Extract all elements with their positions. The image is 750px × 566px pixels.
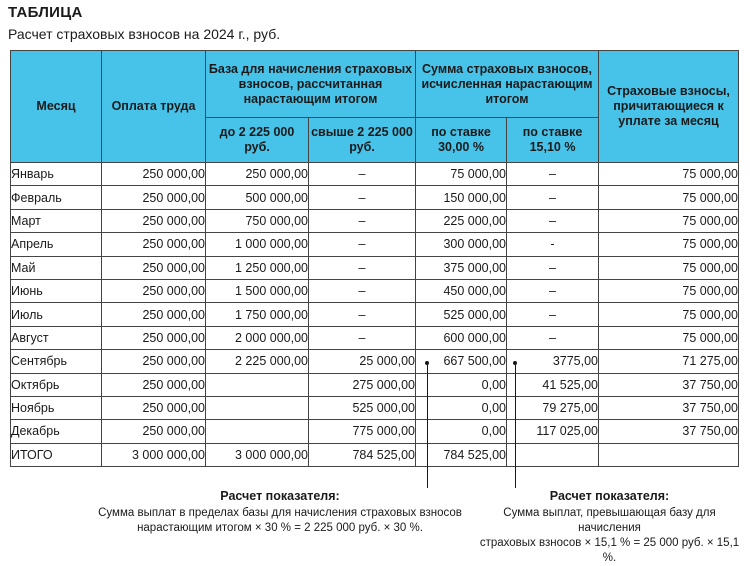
header-month: Месяц — [11, 51, 102, 163]
table-body — [11, 163, 739, 467]
cell-month: Декабрь — [11, 420, 102, 443]
cell-rate-15: – — [507, 279, 599, 302]
cell-rate-15: – — [507, 303, 599, 326]
cell-month: Сентябрь — [11, 350, 102, 373]
cell-rate-15: – — [507, 326, 599, 349]
pointer-line-rate15 — [515, 363, 516, 488]
cell-rate-15 — [507, 443, 599, 466]
cell-rate-30: 75 000,00 — [416, 163, 507, 186]
cell-base-upto — [206, 396, 309, 419]
table-row — [11, 396, 739, 419]
note-left — [95, 489, 465, 536]
cell-month: Октябрь — [11, 373, 102, 396]
cell-rate-15: – — [507, 186, 599, 209]
cell-base-over: 525 000,00 — [309, 396, 416, 419]
cell-wages: 250 000,00 — [102, 303, 206, 326]
cell-monthly-payable: 75 000,00 — [599, 326, 739, 349]
cell-wages: 250 000,00 — [102, 186, 206, 209]
cell-rate-30: 0,00 — [416, 396, 507, 419]
note-left-line2: нарастающим итогом × 30 % = 2 225 000 руб. × 30 %. — [137, 522, 423, 534]
cell-base-upto: 1 750 000,00 — [206, 303, 309, 326]
cell-wages: 250 000,00 — [102, 279, 206, 302]
cell-base-over: – — [309, 209, 416, 232]
cell-base-over: – — [309, 233, 416, 256]
table-row — [11, 186, 739, 209]
header-wages: Оплата труда — [102, 51, 206, 163]
table-row — [11, 443, 739, 466]
insurance-contributions-table — [10, 50, 739, 467]
cell-base-upto: 500 000,00 — [206, 186, 309, 209]
cell-base-over: – — [309, 279, 416, 302]
cell-monthly-payable: 75 000,00 — [599, 256, 739, 279]
table-row — [11, 279, 739, 302]
cell-base-over: 275 000,00 — [309, 373, 416, 396]
cell-monthly-payable: 37 750,00 — [599, 396, 739, 419]
note-right — [472, 489, 747, 566]
table-row — [11, 373, 739, 396]
cell-month: Август — [11, 326, 102, 349]
cell-month: Февраль — [11, 186, 102, 209]
cell-rate-30: 784 525,00 — [416, 443, 507, 466]
cell-base-upto: 750 000,00 — [206, 209, 309, 232]
cell-wages: 250 000,00 — [102, 373, 206, 396]
cell-base-over: – — [309, 186, 416, 209]
cell-rate-15: – — [507, 209, 599, 232]
cell-month: Июль — [11, 303, 102, 326]
cell-rate-30: 225 000,00 — [416, 209, 507, 232]
table-row — [11, 209, 739, 232]
note-right-line2: страховых взносов × 15,1 % = 25 000 руб. × 15,1 %. — [479, 537, 740, 564]
cell-base-upto: 2 225 000,00 — [206, 350, 309, 373]
cell-base-upto: 1 000 000,00 — [206, 233, 309, 256]
cell-month: ИТОГО — [11, 443, 102, 466]
cell-wages: 250 000,00 — [102, 326, 206, 349]
cell-base-over: – — [309, 303, 416, 326]
table-row — [11, 350, 739, 373]
note-left-line1: Сумма выплат в пределах базы для начисления страховых взносов — [98, 507, 462, 519]
table-row — [11, 326, 739, 349]
cell-monthly-payable: 75 000,00 — [599, 233, 739, 256]
cell-rate-30: 150 000,00 — [416, 186, 507, 209]
cell-month: Ноябрь — [11, 396, 102, 419]
cell-month: Май — [11, 256, 102, 279]
cell-base-over: – — [309, 326, 416, 349]
cell-base-upto: 1 250 000,00 — [206, 256, 309, 279]
cell-month: Апрель — [11, 233, 102, 256]
cell-rate-15: - — [507, 233, 599, 256]
table-caption: Расчет страховых взносов на 2024 г., руб. — [8, 26, 281, 42]
cell-base-upto: 1 500 000,00 — [206, 279, 309, 302]
cell-base-upto: 250 000,00 — [206, 163, 309, 186]
cell-base-over: – — [309, 256, 416, 279]
cell-rate-15: 41 525,00 — [507, 373, 599, 396]
cell-rate-15: 117 025,00 — [507, 420, 599, 443]
note-right-line1: Сумма выплат, превышающая базу для начисления — [503, 507, 716, 534]
header-sum-group: Сумма страховых взносов, исчисленная нарастающим итогом — [416, 51, 599, 118]
cell-month: Июнь — [11, 279, 102, 302]
header-base-group: База для начисления страховых взносов, рассчитанная нарастающим итогом — [206, 51, 416, 118]
cell-monthly-payable: 75 000,00 — [599, 279, 739, 302]
cell-base-upto — [206, 420, 309, 443]
header-rate-15: по ставке 15,10 % — [507, 118, 599, 163]
table-row — [11, 420, 739, 443]
cell-wages: 250 000,00 — [102, 209, 206, 232]
cell-rate-30: 450 000,00 — [416, 279, 507, 302]
pointer-line-rate30 — [427, 363, 428, 488]
cell-rate-30: 375 000,00 — [416, 256, 507, 279]
cell-wages: 250 000,00 — [102, 233, 206, 256]
cell-wages: 3 000 000,00 — [102, 443, 206, 466]
cell-wages: 250 000,00 — [102, 420, 206, 443]
cell-monthly-payable: 75 000,00 — [599, 163, 739, 186]
cell-monthly-payable: 37 750,00 — [599, 373, 739, 396]
table-row — [11, 256, 739, 279]
table-row — [11, 163, 739, 186]
cell-base-over: 784 525,00 — [309, 443, 416, 466]
cell-base-over: 775 000,00 — [309, 420, 416, 443]
cell-base-over: 25 000,00 — [309, 350, 416, 373]
cell-month: Март — [11, 209, 102, 232]
cell-rate-30: 667 500,00 — [416, 350, 507, 373]
cell-monthly-payable: 71 275,00 — [599, 350, 739, 373]
cell-monthly-payable: 75 000,00 — [599, 186, 739, 209]
note-left-title: Расчет показателя: — [220, 489, 340, 503]
cell-base-upto: 3 000 000,00 — [206, 443, 309, 466]
cell-rate-30: 525 000,00 — [416, 303, 507, 326]
header-base-over: свыше 2 225 000 руб. — [309, 118, 416, 163]
cell-rate-30: 0,00 — [416, 373, 507, 396]
cell-rate-30: 0,00 — [416, 420, 507, 443]
cell-rate-30: 300 000,00 — [416, 233, 507, 256]
cell-month: Январь — [11, 163, 102, 186]
header-rate-30: по ставке 30,00 % — [416, 118, 507, 163]
cell-wages: 250 000,00 — [102, 396, 206, 419]
header-base-upto: до 2 225 000 руб. — [206, 118, 309, 163]
cell-rate-30: 600 000,00 — [416, 326, 507, 349]
cell-rate-15: 3775,00 — [507, 350, 599, 373]
cell-wages: 250 000,00 — [102, 350, 206, 373]
cell-wages: 250 000,00 — [102, 163, 206, 186]
table-row — [11, 303, 739, 326]
page-heading: ТАБЛИЦА — [8, 4, 83, 21]
cell-monthly-payable: 75 000,00 — [599, 303, 739, 326]
table-row — [11, 233, 739, 256]
cell-base-over: – — [309, 163, 416, 186]
cell-monthly-payable — [599, 443, 739, 466]
cell-rate-15: – — [507, 256, 599, 279]
cell-monthly-payable: 37 750,00 — [599, 420, 739, 443]
note-right-title: Расчет показателя: — [549, 489, 670, 503]
cell-wages: 250 000,00 — [102, 256, 206, 279]
cell-monthly-payable: 75 000,00 — [599, 209, 739, 232]
cell-rate-15: – — [507, 163, 599, 186]
cell-base-upto — [206, 373, 309, 396]
cell-base-upto: 2 000 000,00 — [206, 326, 309, 349]
header-monthly-payable: Страховые взносы, причитающиеся к уплате за месяц — [599, 51, 739, 163]
cell-rate-15: 79 275,00 — [507, 396, 599, 419]
